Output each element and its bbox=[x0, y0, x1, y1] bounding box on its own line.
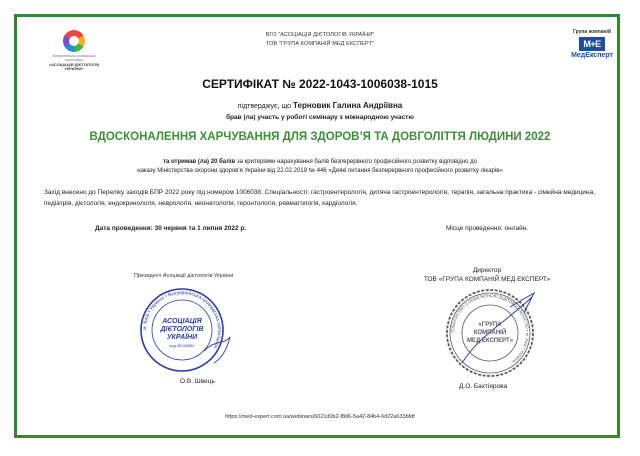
certificate-title: СЕРТИФІКАТ № 2022-1043-1006038-1015 bbox=[202, 77, 438, 91]
director-title bbox=[402, 266, 572, 284]
medexpert-stamp-ring: ТОВАРИСТВО З ОБМЕЖЕНОЮ ВІДПОВІДАЛЬНІСТЮ • м. Київ • Україна bbox=[449, 292, 531, 365]
medexpert-stamp bbox=[440, 285, 540, 381]
association-logo bbox=[44, 30, 104, 71]
organizer-line-2: ТОВ "ГРУПА КОМПАНІЙ МЕД ЕКСПЕРТ" bbox=[265, 41, 375, 47]
association-stamp-line-3: УКРАЇНИ bbox=[166, 334, 198, 341]
score-order: наказу Міністерства охорони здоров'я України від 22.02.2019 № 446 «Деякі питання безперервного професійного розвитку лікарів» bbox=[137, 168, 503, 174]
event-title: ВДОСКОНАЛЕННЯ ХАРЧУВАННЯ ДЛЯ ЗДОРОВ’Я ТА ДОВГОЛІТТЯ ЛЮДИНИ 2022 bbox=[89, 131, 551, 143]
event-date: Дата проведення: 30 червня та 1 липня 2022 р. bbox=[95, 225, 247, 232]
medexpert-logo-icon: М+Е bbox=[579, 37, 605, 51]
score-points: та отримав (ла) 20 балів bbox=[163, 159, 236, 165]
association-stamp-code: код 38152854 bbox=[169, 343, 195, 348]
medexpert-stamp-line-1: «ГРУПА bbox=[478, 322, 502, 328]
medexpert-stamp-line-3: МЕД ЕКСПЕРТ» bbox=[466, 338, 514, 344]
association-logo-caption-2: «АСОЦІАЦІЯ ДІЄТОЛОГІВ УКРАЇНИ» bbox=[48, 61, 100, 72]
score-criteria: за критеріями нарахування балів безперервного професійного розвитку відповідно до bbox=[236, 159, 477, 165]
organizer-line-1: ВГО "АСОЦІАЦІЯ ДІЄТОЛОГІВ УКРАЇНИ" bbox=[265, 32, 375, 38]
president-title: Президент Асоціації дієтологів України bbox=[134, 273, 234, 279]
medexpert-logo bbox=[564, 29, 620, 59]
confirmation-line bbox=[0, 101, 640, 110]
association-stamp-line-2: ДІЄТОЛОГІВ bbox=[160, 326, 204, 333]
medexpert-logo-caption: Група компаній bbox=[572, 29, 611, 35]
president-name: О.В. Швець bbox=[180, 378, 215, 385]
confirms-prefix: підтверджує, що bbox=[237, 103, 292, 110]
association-logo-icon bbox=[63, 30, 85, 52]
organizers bbox=[200, 31, 440, 49]
association-logo-caption-1: Всеукраїнська громадська організація bbox=[52, 54, 96, 62]
director-name: Д.О. Бахтіярова bbox=[459, 383, 508, 390]
association-stamp bbox=[130, 283, 240, 378]
director-title-line-2: ТОВ «ГРУПА КОМПАНІЙ МЕД ЕКСПЕРТ» bbox=[423, 276, 551, 283]
score-statement bbox=[80, 158, 560, 176]
event-place: Місце проведення: онлайн. bbox=[446, 225, 529, 232]
participation-line: брав (ла) участь у роботі семінару з міжнародною участю bbox=[226, 114, 414, 121]
medexpert-logo-brand: МедЕксперт bbox=[571, 52, 613, 59]
director-title-line-1: Директор bbox=[472, 267, 502, 274]
association-stamp-line-1: АСОЦІАЦІЯ bbox=[162, 318, 202, 325]
participant-name: Терновик Галина Андріївна bbox=[293, 101, 403, 110]
specialties-text: Захід внесено до Переліку заходів БПР 2022 року під номером 1006038. Спеціальності: гастроентерологія, дитяча гастроентерологія, терапія, загальна практика - сімейна медицина, педіатрія, дієтологія, ендокринологія, неврологія, неонатологія, геронтологія, ревматологія, кардіологія. bbox=[44, 189, 596, 207]
medexpert-stamp-line-2: КОМПАНІЙ bbox=[473, 330, 507, 336]
verification-url[interactable]: https://med-expert.com.ua/webinars/6021d0b2-f8d6-5a42-84b4-6d22a633bfdf bbox=[225, 414, 415, 420]
association-stamp-ring: м. Київ • Україна • Всеукраїнська громадська організація bbox=[141, 289, 223, 350]
